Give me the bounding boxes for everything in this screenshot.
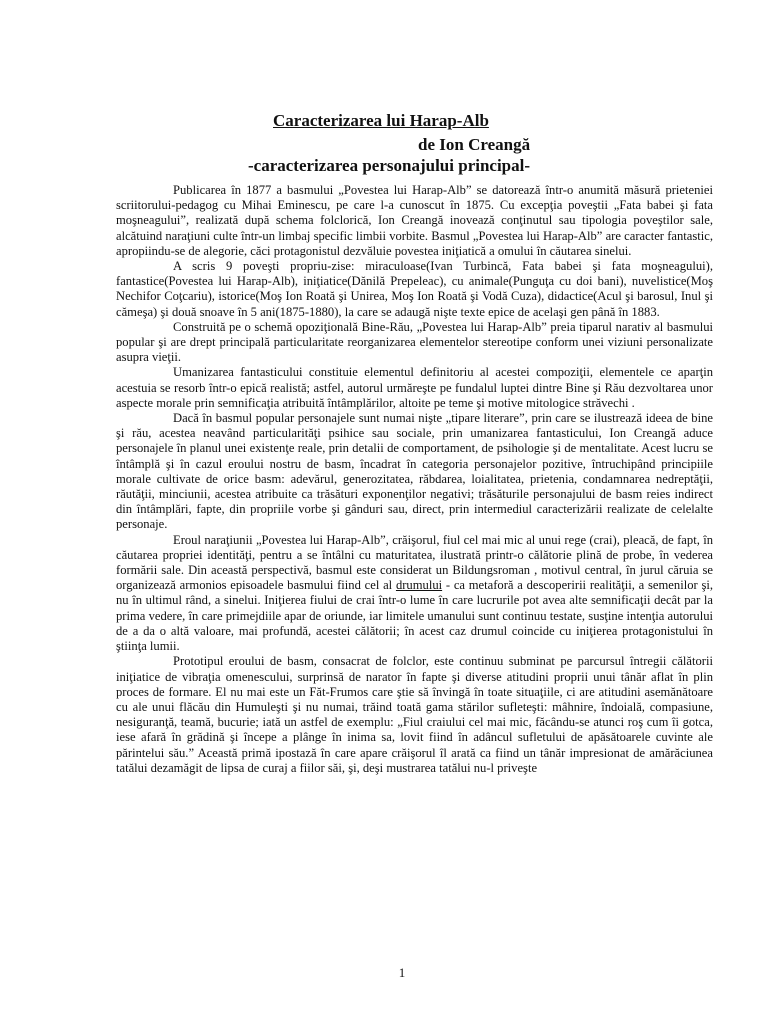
paragraph-3: Construită pe o schemă opoziţională Bine-Rău, „Povestea lui Harap-Alb” preia tiparul narativ al basmului popular şi are drept principală particularitate reorganizarea elementelor stereotipe conform unei viziuni personalizate asupra vieţii. [116, 319, 713, 365]
paragraph-1: Publicarea în 1877 a basmului „Povestea lui Harap-Alb” se datorează într-o anumită măsură prieteniei scriitorului-pedagog cu Mihai Eminescu, pe care l-a cunoscut în 1875. Cu excepţia poveştii „Fata babei şi fata moşneagului”, realizată după schema folclorică, Ion Creangă inovează conţinutul sau tipologia poveştilor sale, alcătuind naraţiuni culte într-un limbaj specific limbii vorbite. Basmul „Povestea lui Harap-Alb” are caracter fantastic, apropiindu-se de alegorie, căci protagonistul dezvăluie povestea iniţiatică a omului în căutarea sinelui. [116, 183, 713, 258]
paragraph-7: Prototipul eroului de basm, consacrat de folclor, este continuu subminat pe parcursul întregii călătorii iniţiatice de vibraţia omenescului, surprinsă de narator în fapte şi diverse atitudini proprii unui tânăr aflat în plin proces de formare. El nu mai este un Făt-Frumos care ştie să învingă în toate situaţiile, ci are atitudini asemănătoare cu ale unui flăcău din Humuleşti şi nu numai, trăind toată gama stărilor sufleteşti: mâhnire, îndoială, compasiune, nesiguranţă, teamă, bucurie; iată un astfel de exemplu: „Fiul craiului cel mai mic, făcându-se atunci roş cum îi gotca, iese afară în grădină şi începe a plânge în inima sa, lovit fiind în adâncul sufletului de apăsătoarele cuvinte ale părintelui său.” Această primă ipostază în care apare crăişorul îl arată ca fiind un tânăr impresionat de amărăciunea tatălui dezamăgit de lipsa de curaj a fiilor săi, şi, deşi mustrarea tatălui nu-l priveşte [116, 654, 713, 775]
paragraph-5: Dacă în basmul popular personajele sunt numai nişte „tipare literare”, prin care se ilustrează ideea de bine şi rău, acestea neavând particularităţi psihice sau sociale, prin umanizarea fantasticului, Ion Creangă aduce personajele în planul unei existenţe reale, prin detalii de comportament, de psihologie şi de mentalitate. Acest lucru se întâmplă şi în cazul eroului nostru de basm, încadrat în categoria personajelor pozitive, întruchipând principiile morale cultivate de orice basm: adevărul, generozitatea, răbdarea, loialitatea, prietenia, condamnarea nedreptăţii, răutăţii, minciunii, acestea atribuite ca trăsături exponenţilor negativi; trăsăturile personajului de basm reies indirect din întâmplări, fapte, din propriile vorbe şi gânduri sau, direct, prin intermediul caracterizării realizate de celelalte personaje. [116, 411, 713, 532]
document-author: de Ion Creangă [418, 135, 531, 154]
page-number: 1 [398, 965, 406, 980]
paragraph-6 [116, 533, 713, 655]
paragraph-6-underlined-word: drumului [395, 578, 443, 593]
paragraph-6-text-end: - ca metaforă a descoperirii realităţii, a semenilor şi, nu în ultimul rând, a sinelui. Iniţierea fiului de crai într-o lume în care lucrurile pot avea alte semnificaţii decât par la prima vedere, în care primejdiile apar de oriunde, iar limitele umanului sunt continuu testate, susţine intenţia autorului de a da o altă valoare, mai profundă, acestei călătorii; în acest caz drumul coincide cu iniţierea protagonistului în ştiinţa lumii. [116, 578, 713, 654]
paragraph-4: Umanizarea fantasticului constituie elementul definitoriu al acestei compoziţii, elementele ce aparţin acestuia se resorb într-o epică realistă; astfel, autorul urmăreşte pe fundalul luptei dintre Bine şi Rău dezvoltarea unor aspecte morale prin semnificaţia atribuită întâmplărilor, altoite pe teme şi motive mitologice străvechi . [116, 365, 713, 410]
paragraph-2: A scris 9 poveşti propriu-zise: miraculoase(Ivan Turbincă, Fata babei şi fata moşneagului), fantastice(Povestea lui Harap-Alb), iniţiatice(Dănilă Prepeleac), cu animale(Punguţa cu doi bani), nuvelistice(Moş Nechifor Coţcariu), istorice(Moş Ion Roată şi Unirea, Moş Ion Roată şi Vodă Cuza), didactice(Acul şi barosul, Inul şi cămeşa) şi două snoave în 5 ani(1875-1880), la care se adaugă nişte texte epice de acelaşi gen până în 1883. [116, 259, 713, 319]
document-title: Caracterizarea lui Harap-Alb [273, 111, 489, 130]
document-subtitle: -caracterizarea personajului principal- [248, 156, 531, 175]
paragraph-6-text-start: Eroul naraţiunii „Povestea lui Harap-Alb”, crăişorul, fiul cel mai mic al unui rege (crai), pleacă, de fapt, în căutarea propriei identităţi, pentru a se întâlni cu maturitatea, ilustrată printr-o călătorie plină de probe, în vederea formării sale. Din această perspectivă, basmul este considerat un Bildungsroman , motivul central, în jurul căruia se organizează armonios episoadele basmului fiind cel al [116, 532, 713, 593]
document-body [116, 183, 713, 776]
